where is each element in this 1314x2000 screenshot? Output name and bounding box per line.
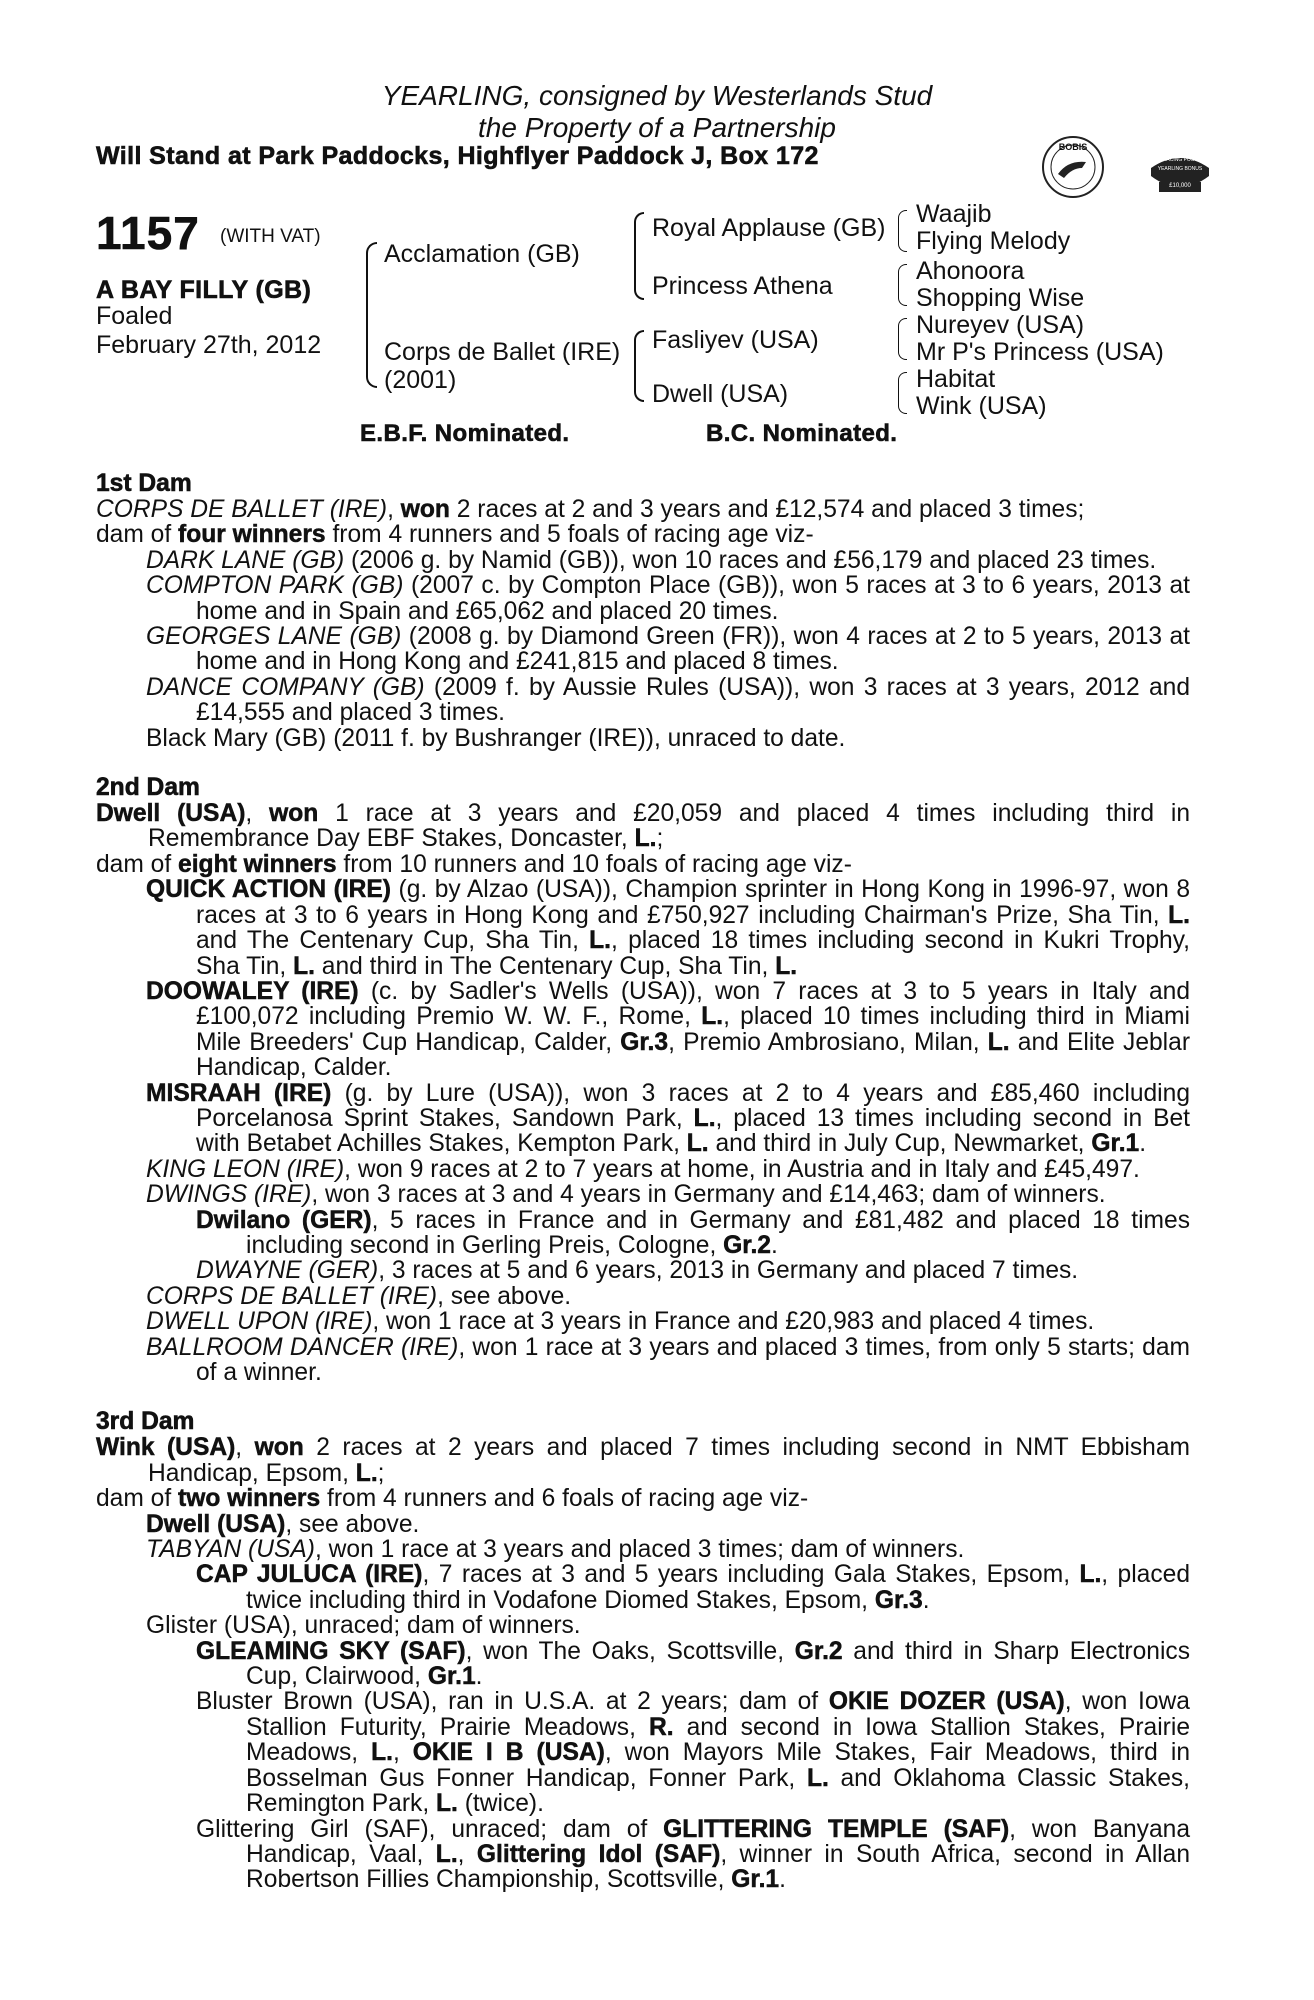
lot-title: A BAY FILLY (GB)	[96, 276, 312, 304]
badge-top-text: RACING POST	[1162, 157, 1198, 163]
ped-ahonoora: Ahonoora	[916, 257, 1025, 285]
grand-offspring-dwilano: Dwilano (GER), 5 races in France and in Germany and £81,482 and placed 18 times including second in Gerling Preis, Cologne, Gr.2.	[196, 1206, 1190, 1259]
bc-nominated: B.C. Nominated.	[706, 420, 898, 447]
bracket-ds	[898, 318, 907, 360]
first-dam-summary: CORPS DE BALLET (IRE), won 2 races at 2 and 3 years and £12,574 and placed 3 times;	[96, 496, 1085, 523]
catalogue-body	[96, 471, 1190, 1893]
pedigree-bracket-main	[366, 242, 377, 388]
offspring-misraah: MISRAAH (IRE) (g. by Lure (USA)), won 3 races at 2 to 4 years and £85,460 including Porcelanosa Sprint Stakes, Sandown Park, L., placed 13 times including second in Bet with Betabet Achilles Stakes, Kempton Park, L. and third in July Cup, Newmarket, Gr.1.	[146, 1079, 1191, 1158]
dam-dam: Dwell (USA)	[652, 380, 789, 408]
second-dam-heading: 2nd Dam	[96, 774, 200, 802]
bobis-badge	[1038, 132, 1108, 202]
foaled-label: Foaled	[96, 302, 173, 330]
badge-mid-text: YEARLING BONUS	[1157, 166, 1203, 172]
offspring-dance-company: DANCE COMPANY (GB) (2009 f. by Aussie Rules (USA)), won 3 races at 3 years, 2012 and £14,555 and placed 3 times.	[146, 673, 1191, 727]
third-dam-heading: 3rd Dam	[96, 1408, 195, 1436]
offspring-tabyan: TABYAN (USA), won 1 race at 3 years and placed 3 times; dam of winners.	[146, 1536, 965, 1564]
offspring-quick-action: QUICK ACTION (IRE) (g. by Alzao (USA)), Champion sprinter in Hong Kong in 1996-97, won 8 races at 3 to 6 years in Hong Kong and £750,927 including Chairman's Prize, Sha Tin, L. and The Centenary Cup, Sha Tin, L., placed 18 times including second in Kukri Trophy, Sha Tin, L. and third in The Centenary Cup, Sha Tin, L.	[146, 876, 1190, 980]
grand-offspring-dwayne: DWAYNE (GER), 3 races at 5 and 6 years, 2013 in Germany and placed 7 times.	[196, 1257, 1079, 1285]
first-dam-heading: 1st Dam	[96, 470, 192, 497]
grand-offspring-bluster-brown: Bluster Brown (USA), ran in U.S.A. at 2 years; dam of OKIE DOZER (USA), won Iowa Stallion Futurity, Prairie Meadows, R. and second in Iowa Stallion Stakes, Prairie Meadows, L., OKIE I B (USA), won Mayors Mile Stakes, Fair Meadows, third in Bosselman Gus Fonner Handicap, Fonner Park, L. and Oklahoma Classic Stakes, Remington Park, L. (twice).	[196, 1688, 1190, 1818]
offspring-dark-lane: DARK LANE (GB) (2006 g. by Namid (GB)), won 10 races and £56,179 and placed 23 times.	[146, 546, 1157, 574]
ped-waajib: Waajib	[916, 200, 992, 228]
foaled-date: February 27th, 2012	[96, 331, 322, 359]
offspring-georges-lane: GEORGES LANE (GB) (2008 g. by Diamond Green (FR)), won 4 races at 2 to 5 years, 2013 at home and in Hong Kong and £241,815 and placed 8 times.	[146, 623, 1191, 676]
bracket-ss	[898, 210, 907, 252]
third-dam-produce: dam of two winners from 4 runners and 6 foals of racing age viz-	[96, 1485, 809, 1513]
offspring-doowaley: DOOWALEY (IRE) (c. by Sadler's Wells (USA)), won 7 races at 3 to 5 years in Italy and £100,072 including Premio W. W. F., Rome, L., placed 10 times including third in Miami Mile Breeders' Cup Handicap, Calder, Gr.3, Premio Ambrosiano, Milan, L. and Elite Jeblar Handicap, Calder.	[146, 977, 1191, 1082]
dam-sire: Fasliyev (USA)	[652, 326, 819, 354]
offspring-compton-park: COMPTON PARK (GB) (2007 c. by Compton Place (GB)), won 5 races at 3 to 6 years, 2013 at home and in Spain and £65,062 and placed 20 times.	[146, 572, 1190, 625]
third-dam-summary: Wink (USA), won 2 races at 2 years and placed 7 times including second in NMT Ebbisham Handicap, Epsom, L.;	[96, 1434, 1190, 1487]
sire-sire: Royal Applause (GB)	[652, 214, 886, 242]
offspring-corps-de-ballet: CORPS DE BALLET (IRE), see above.	[146, 1282, 572, 1310]
second-dam-summary: Dwell (USA), won 1 race at 3 years and £20,059 and placed 4 times including third in Remembrance Day EBF Stakes, Doncaster, L.;	[96, 800, 1191, 853]
first-dam-produce: dam of four winners from 4 runners and 5 foals of racing age viz-	[96, 521, 814, 549]
ped-flying-melody: Flying Melody	[916, 227, 1071, 255]
vat-note: (WITH VAT)	[220, 226, 321, 247]
ped-mr-ps-princess: Mr P's Princess (USA)	[916, 338, 1164, 366]
sire-dam: Princess Athena	[652, 272, 833, 300]
offspring-ballroom-dancer: BALLROOM DANCER (IRE), won 1 race at 3 years and placed 3 times, from only 5 starts; dam of a winner.	[146, 1333, 1190, 1386]
bracket-dd	[898, 372, 907, 414]
dam-name: Corps de Ballet (IRE)	[384, 338, 621, 366]
ped-shopping-wise: Shopping Wise	[916, 284, 1085, 312]
offspring-dwings: DWINGS (IRE), won 3 races at 3 and 4 years in Germany and £14,463; dam of winners.	[146, 1181, 1106, 1209]
sire-name: Acclamation (GB)	[384, 240, 580, 268]
bobis-label: BOBIS	[1058, 142, 1088, 152]
offspring-dwell: Dwell (USA), see above.	[146, 1510, 420, 1538]
consignor-line: YEARLING, consigned by Westerlands Stud	[381, 80, 933, 111]
offspring-glister: Glister (USA), unraced; dam of winners.	[146, 1612, 581, 1640]
offspring-king-leon: KING LEON (IRE), won 9 races at 2 to 7 years at home, in Austria and in Italy and £45,497.	[146, 1155, 1140, 1183]
lot-number: 1157	[96, 207, 200, 259]
ped-nureyev: Nureyev (USA)	[916, 311, 1085, 339]
pedigree-bracket-dam	[634, 330, 644, 402]
pedigree-bracket-sire	[634, 212, 644, 300]
badge-amount-text: £10,000	[1169, 183, 1191, 189]
grand-offspring-cap-juluca: CAP JULUCA (IRE), 7 races at 3 and 5 years including Gala Stakes, Epsom, L., placed twice including third in Vodafone Diomed Stakes, Epsom, Gr.3.	[196, 1561, 1191, 1614]
bracket-sd	[898, 264, 907, 306]
ped-wink: Wink (USA)	[916, 392, 1047, 420]
offspring-black-mary: Black Mary (GB) (2011 f. by Bushranger (IRE)), unraced to date.	[146, 724, 846, 752]
property-line: the Property of a Partnership	[478, 112, 836, 143]
grand-offspring-gleaming-sky: GLEAMING SKY (SAF), won The Oaks, Scottsville, Gr.2 and third in Sharp Electronics Cup, Clairwood, Gr.1.	[196, 1637, 1191, 1691]
stand-location: Will Stand at Park Paddocks, Highflyer Paddock J, Box 172	[96, 142, 819, 170]
grand-offspring-glittering-girl: Glittering Girl (SAF), unraced; dam of GLITTERING TEMPLE (SAF), won Banyana Handicap, Vaal, L., Glittering Idol (SAF), winner in South Africa, second in Allan Robertson Fillies Championship, Scottsville, Gr.1.	[196, 1815, 1190, 1894]
offspring-dwell-upon: DWELL UPON (IRE), won 1 race at 3 years in France and £20,983 and placed 4 times.	[146, 1308, 1095, 1336]
dam-year: (2001)	[384, 366, 457, 394]
yearling-bonus-badge	[1145, 146, 1215, 202]
ebf-nominated: E.B.F. Nominated.	[360, 420, 570, 447]
second-dam-produce: dam of eight winners from 10 runners and 10 foals of racing age viz-	[96, 850, 852, 878]
ped-habitat: Habitat	[916, 365, 996, 393]
